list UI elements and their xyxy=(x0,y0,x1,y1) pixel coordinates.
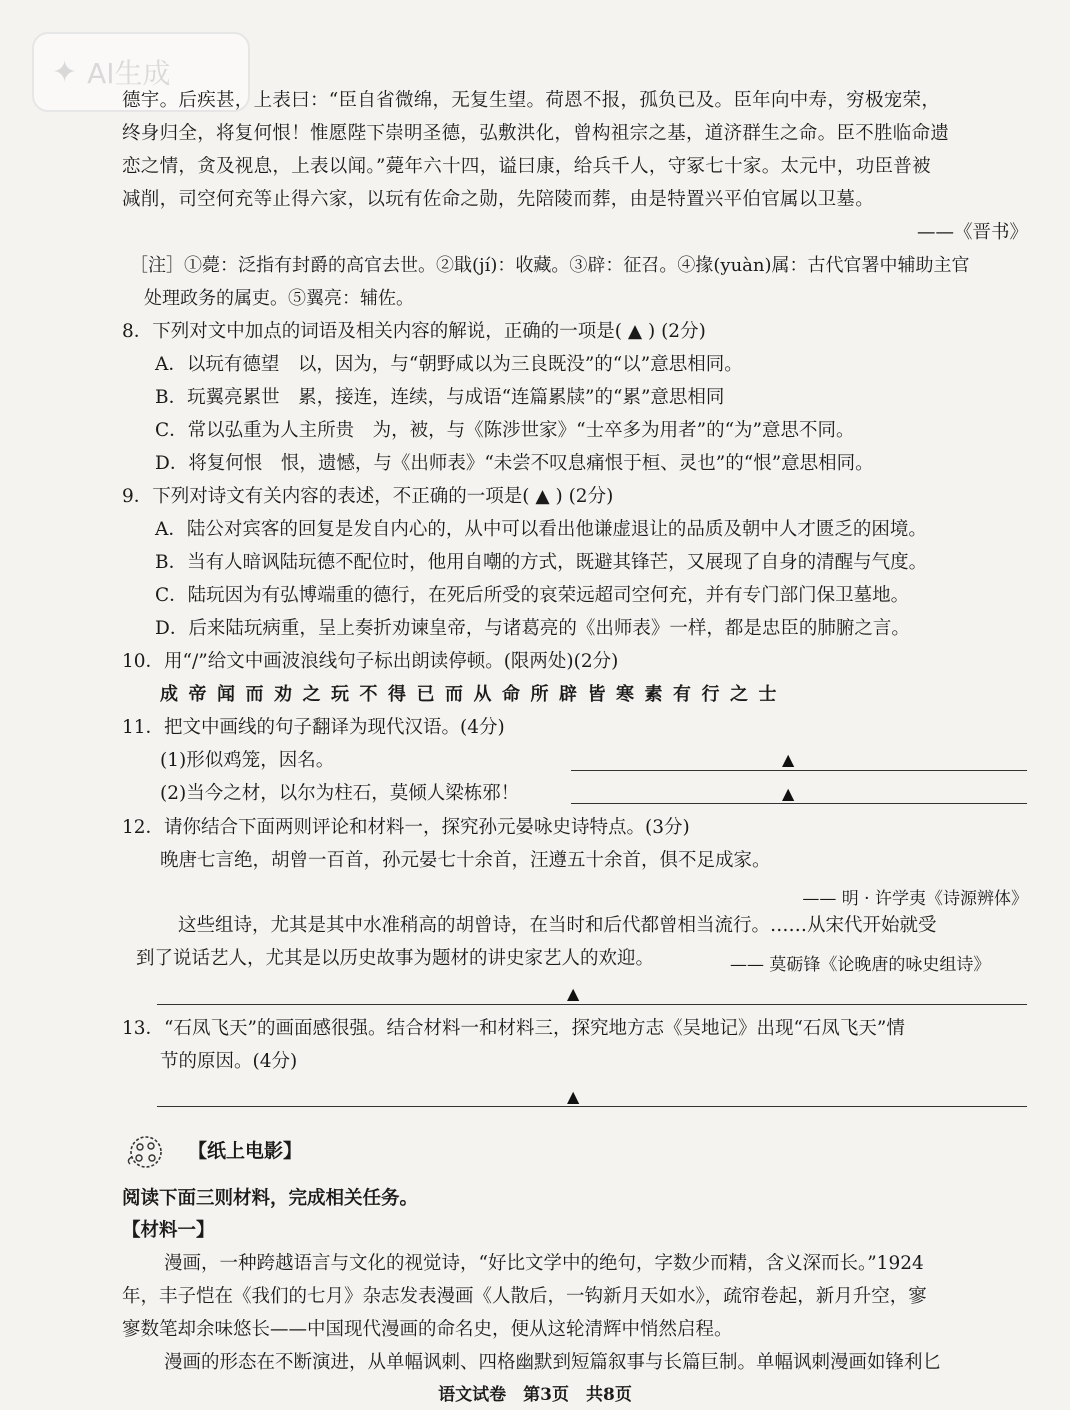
question-12-quote-1: 晚唐七言绝，胡曾一百首，孙元晏七十余首，汪遵五十余首，俱不足成家。 xyxy=(160,850,771,871)
question-12-quote-2-line: 这些组诗，尤其是其中水准稍高的胡曾诗，在当时和后代都曾相当流行。……从宋代开始就受 xyxy=(178,915,937,936)
question-11-stem: 11．把文中画线的句子翻译为现代汉语。(4分) xyxy=(122,717,505,738)
answer-line[interactable] xyxy=(571,770,1027,771)
question-8-option-a: A．以玩有德望 以，因为，与“朝野咸以为三良既没”的“以”意思相同。 xyxy=(155,354,743,375)
question-12-stem: 12．请你结合下面两则评论和材料一，探究孙元晏咏史诗特点。(3分) xyxy=(122,817,690,838)
answer-line[interactable] xyxy=(571,803,1027,804)
film-reel-icon xyxy=(124,1132,168,1172)
question-9-option-a: A．陆公对宾客的回复是发自内心的，从中可以看出他谦虚退让的品质及朝中人才匮乏的困境。 xyxy=(155,519,927,540)
question-8-stem: 8．下列对文中加点的词语及相关内容的解说，正确的一项是( ▲ ) (2分) xyxy=(122,321,706,342)
question-13-stem-line: 13．“石凤飞天”的画面感很强。结合材料一和材料三，探究地方志《吴地记》出现“石凤飞天”情 xyxy=(122,1018,905,1039)
question-12-quote-2-line: 到了说话艺人，尤其是以历史故事为题材的讲史家艺人的欢迎。 xyxy=(136,948,655,969)
question-9-option-d: D．后来陆玩病重，呈上奏折劝谏皇帝，与诸葛亮的《出师表》一样，都是忠臣的肺腑之言。 xyxy=(155,618,910,639)
question-8-option-b: B．玩翼亮累世 累，接连，连续，与成语“连篇累牍”的“累”意思相同 xyxy=(155,387,725,408)
section-instruction: 阅读下面三则材料，完成相关任务。 xyxy=(122,1188,419,1209)
question-9-option-b: B．当有人暗讽陆玩德不配位时，他用自嘲的方式，既避其锋芒，又展现了自身的清醒与气度。 xyxy=(155,552,928,573)
answer-mark: ▲ xyxy=(567,984,580,1003)
answer-mark: ▲ xyxy=(782,750,795,769)
page-footer: 语文试卷 第3页 共8页 xyxy=(438,1385,632,1405)
question-13-stem-line: 节的原因。(4分) xyxy=(160,1051,298,1072)
material-line: 年，丰子恺在《我们的七月》杂志发表漫画《人散后，一钩新月天如水》，疏帘卷起，新月升空，寥 xyxy=(122,1286,927,1307)
passage-line: 德宇。后疾甚，上表曰：“臣自省微绵，无复生望。荷恩不报，孤负已及。臣年向中寿，穷极宠荣， xyxy=(122,90,941,111)
passage-source: ——《晋书》 xyxy=(916,222,1028,243)
question-10-sentence: 成帝闻而劝之玩不得已而从命所辟皆寒素有行之士 xyxy=(160,684,787,705)
question-10-stem: 10．用“/”给文中画波浪线句子标出朗读停顿。(限两处)(2分) xyxy=(122,651,619,672)
watermark-label: AI生成 xyxy=(87,57,171,90)
question-9-option-c: C．陆玩因为有弘博端重的德行，在死后所受的哀荣远超司空何充，并有专门部门保卫墓地。 xyxy=(155,585,910,606)
passage-line: 终身归全，将复何恨！惟愿陛下崇明圣德，弘敷洪化，曾构祖宗之基，道济群生之命。臣不胜临命遗 xyxy=(122,123,950,144)
question-11-item-2: (2)当今之材，以尔为柱石，莫倾人梁栋邪！ xyxy=(160,783,520,804)
question-12-source-2: —— 莫砺锋《论晚唐的咏史组诗》 xyxy=(730,955,991,975)
question-9-stem: 9．下列对诗文有关内容的表述，不正确的一项是( ▲ ) (2分) xyxy=(122,486,614,507)
answer-line[interactable] xyxy=(157,1004,1027,1005)
material-line: 漫画的形态在不断演进，从单幅讽刺、四格幽默到短篇叙事与长篇巨制。单幅讽刺漫画如锋利匕 xyxy=(164,1352,942,1373)
passage-line: 减削，司空何充等止得六家，以玩有佐命之勋，先陪陵而葬，由是特置兴平伯官属以卫墓。 xyxy=(122,189,875,210)
passage-line: 恋之情，贪及视息，上表以闻。”薨年六十四，谥曰康，给兵千人，守冢七十家。太元中，功臣普被 xyxy=(122,156,931,177)
material-title: 【材料一】 xyxy=(122,1220,215,1241)
answer-mark: ▲ xyxy=(567,1087,580,1106)
answer-line[interactable] xyxy=(157,1106,1027,1107)
answer-mark: ▲ xyxy=(782,784,795,803)
question-11-item-1: (1)形似鸡笼，因名。 xyxy=(160,750,335,771)
passage-note: 处理政务的属吏。⑤翼亮：辅佐。 xyxy=(144,288,414,309)
question-8-option-c: C．常以弘重为人主所贵 为，被，与《陈涉世家》“士卒多为用者”的“为”意思不同。 xyxy=(155,420,855,441)
material-line: 寥数笔却余味悠长——中国现代漫画的命名史，便从这轮清辉中悄然启程。 xyxy=(122,1319,733,1340)
material-line: 漫画，一种跨越语言与文化的视觉诗，“好比文学中的绝句，字数少而精，含义深而长。”1924 xyxy=(164,1253,924,1274)
section-title: 【纸上电影】 xyxy=(188,1140,303,1162)
question-12-source-1: —— 明 · 许学夷《诗源辨体》 xyxy=(802,889,1028,909)
passage-note: ［注］①薨：泛指有封爵的高官去世。②戢(jí)：收藏。③辟：征召。④掾(yuàn)属：古代官署中辅助主官 xyxy=(130,255,970,276)
sparkle-icon: ✦ xyxy=(52,54,78,90)
question-8-option-d: D．将复何恨 恨，遗憾，与《出师表》“未尝不叹息痛恨于桓、灵也”的“恨”意思相同。 xyxy=(155,453,874,474)
